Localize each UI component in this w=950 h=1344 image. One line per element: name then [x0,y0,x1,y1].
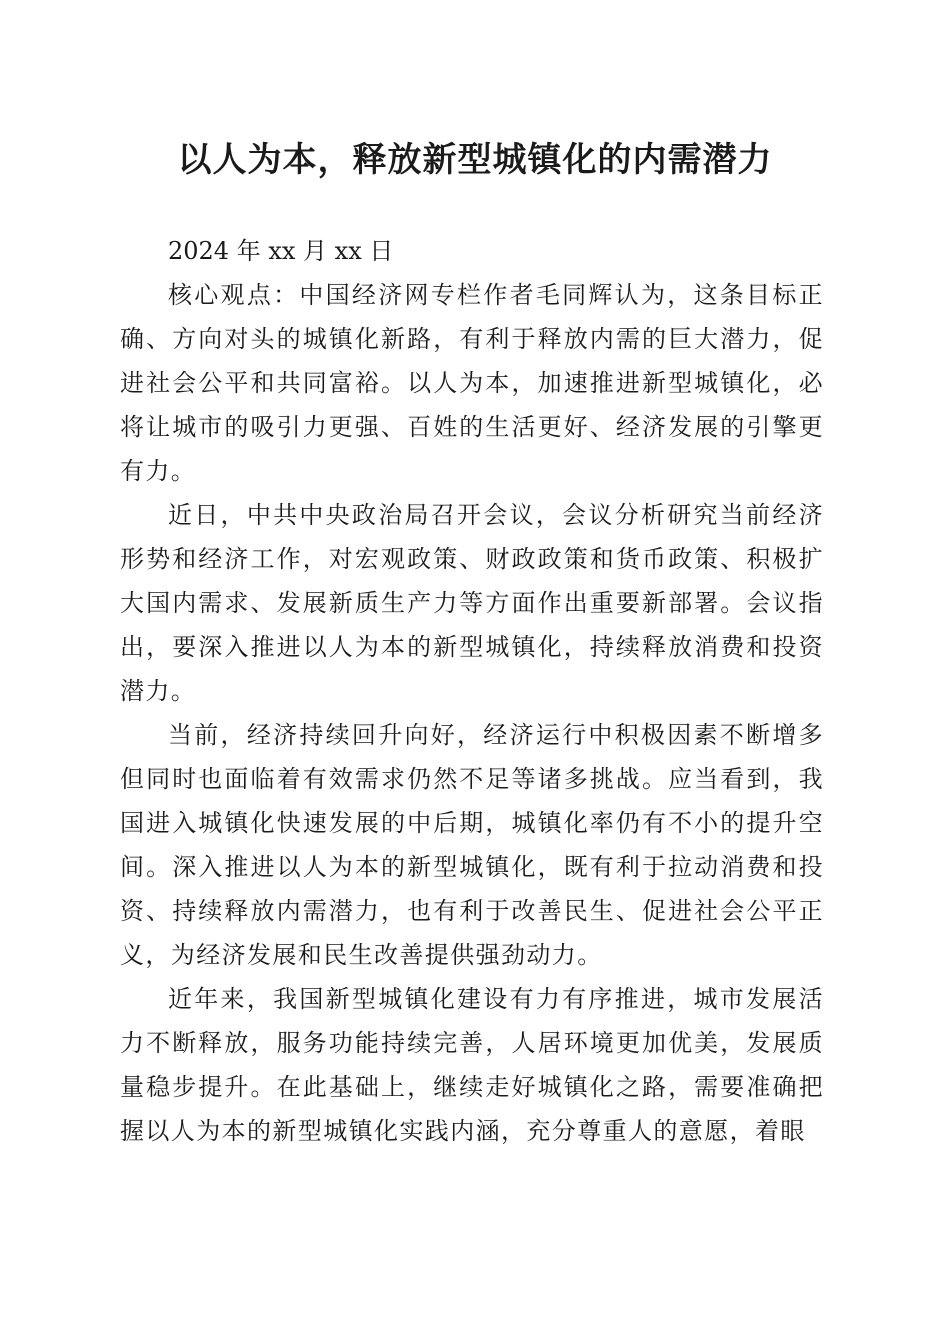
paragraph-current-economy: 当前，经济持续回升向好，经济运行中积极因素不断增多但同时也面临着有效需求仍然不足等诸多挑战。应当看到，我国进入城镇化快速发展的中后期，城镇化率仍有不小的提升空间。深入推进以人为本的新型城镇化，既有利于拉动消费和投资、持续释放内需潜力，也有利于改善民生、促进社会公平正义，为经济发展和民生改善提供强劲动力。 [120,721,824,969]
paragraph-core-viewpoint: 核心观点：中国经济网专栏作者毛同辉认为，这条目标正确、方向对头的城镇化新路，有利于释放内需的巨大潜力，促进社会公平和共同富裕。以人为本，加速推进新型城镇化，必将让城市的吸引力更强、百姓的生活更好、经济发展的引擎更有力。 [120,281,824,485]
paragraph-recent-years: 近年来，我国新型城镇化建设有力有序推进，城市发展活力不断释放，服务功能持续完善，人居环境更加优美，发展质量稳步提升。在此基础上，继续走好城镇化之路，需要准确把握以人为本的新型城镇化实践内涵，充分尊重人的意愿，着眼 [120,985,824,1145]
document-title: 以人为本，释放新型城镇化的内需潜力 [177,140,773,180]
document-body [120,229,824,1153]
paragraph-politburo-meeting: 近日，中共中央政治局召开会议，会议分析研究当前经济形势和经济工作，对宏观政策、财政政策和货币政策、积极扩大国内需求、发展新质生产力等方面作出重要新部署。会议指出，要深入推进以人为本的新型城镇化，持续释放消费和投资潜力。 [120,501,824,705]
document-date: 2024 年 xx 月 xx 日 [168,237,394,265]
